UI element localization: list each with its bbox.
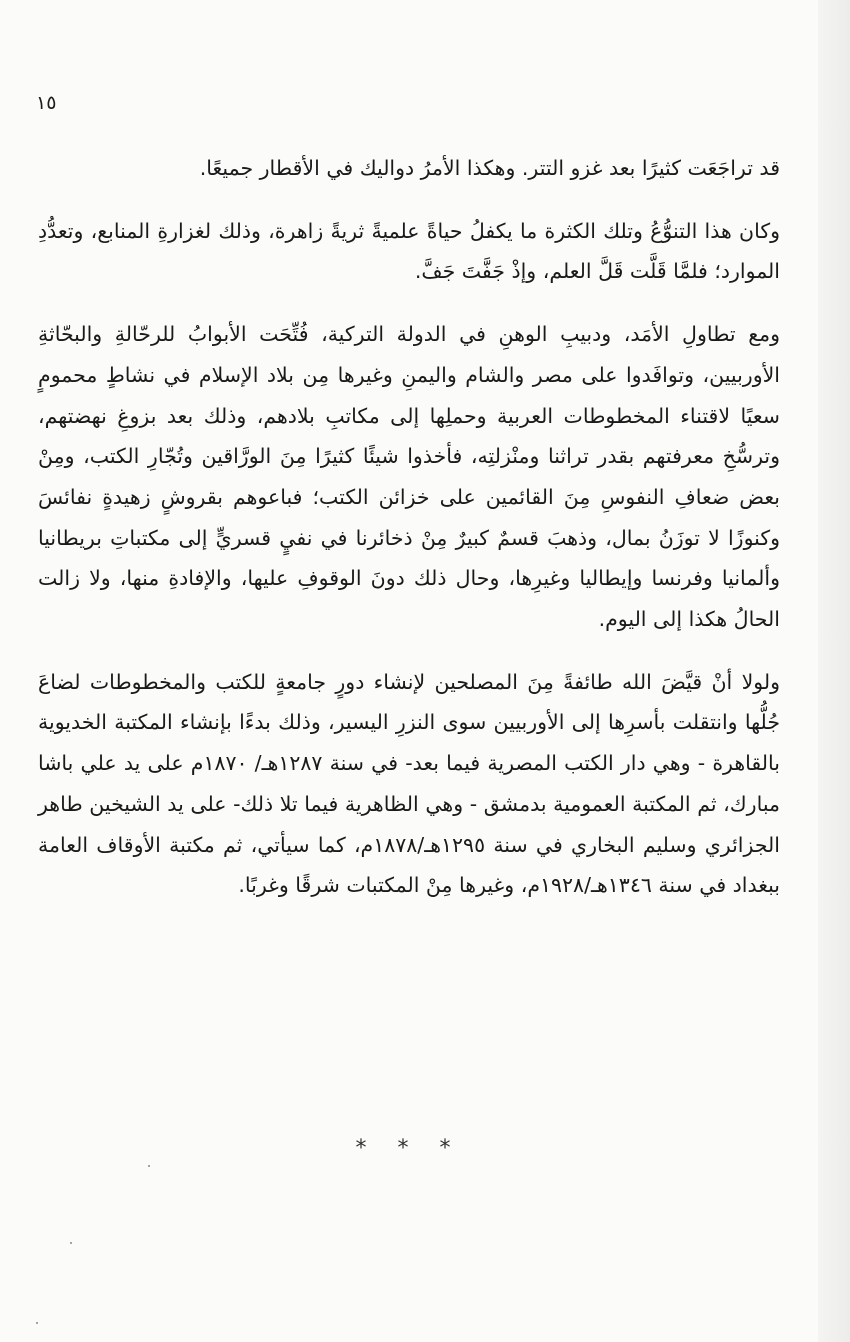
page-number: ١٥ [36,92,57,114]
page-edge [818,0,850,1342]
paragraph-1: قد تراجَعَت كثيرًا بعد غزو التتر. وهكذا الأمرُ دواليك في الأقطار جميعًا. [199,156,780,180]
paragraph-2: وكان هذا التنوُّعُ وتلك الكثرة ما يكفلُ حياةً علميةً ثريةً زاهرة، وذلك لغزارةِ المنابع، وتعدُّدِ الموارد؛ فلمَّا قَلَّت قَلَّ العلم، وإذْ جَفَّتَ جَفَّ. [38,218,780,284]
section-separator: * * * [355,1136,463,1161]
scan-speck [148,1165,150,1167]
paragraph-3: ومع تطاولِ الأمَد، ودبيبِ الوهنِ في الدولة التركية، فُتِّحَت الأبوابُ للرحّالةِ والبحّاثةِ الأوربيين، وتوافَدوا على مصر والشام واليمنِ وغيرها مِن بلاد الإسلام في نشاطٍ محمومٍ سعيًا لاقتناء المخطوطات العربية وحملِها إلى مكاتبِ بلادهم، وذلك بعد بزوغِ نهضتهم، وترسُّخِ معرفتهم بقدر تراثنا ومنْزلتِه، فأخذوا شيئًا كثيرًا مِنَ الورَّاقين وتُجّارِ الكتب، ومِنْ بعض ضعافِ النفوسِ مِنَ القائمين على خزائن الكتب؛ فباعوهم بقروشٍ زهيدةٍ نفائسَ وكنوزًا لا توزَنُ بمال، وذهبَ قسمٌ كبيرٌ مِنْ ذخائرنا في نفيٍ قسريٍّ إلى مكتباتِ بريطانيا وألمانيا وفرنسا وإيطاليا وغيرِها، وحال ذلك دونَ الوقوفِ عليها، والإفادةِ منها، ولا زالت الحالُ هكذا إلى اليوم. [38,322,780,632]
scan-speck [36,1322,38,1324]
body-text [38,148,780,906]
paragraph-4: ولولا أنْ قيَّضَ الله طائفةً مِنَ المصلحين لإنشاء دورٍ جامعةٍ للكتب والمخطوطات لضاعَ جُلُّها وانتقلت بأسرِها إلى الأوربيين سوى النزرِ اليسير، وذلك بدءًا بإنشاء المكتبة الخديوية بالقاهرة - وهي دار الكتب المصرية فيما بعد- في سنة ١٢٨٧هـ/ ١٨٧٠م على يد علي باشا مبارك، ثم المكتبة العمومية بدمشق - وهي الظاهرية فيما تلا ذلك- على يد الشيخين طاهر الجزائري وسليم البخاري في سنة ١٢٩٥هـ/١٨٧٨م، كما سيأتي، ثم مكتبة الأوقاف العامة ببغداد في سنة ١٣٤٦هـ/١٩٢٨م، وغيرها مِنْ المكتبات شرقًا وغربًا. [38,669,780,898]
scan-speck [70,1242,72,1244]
